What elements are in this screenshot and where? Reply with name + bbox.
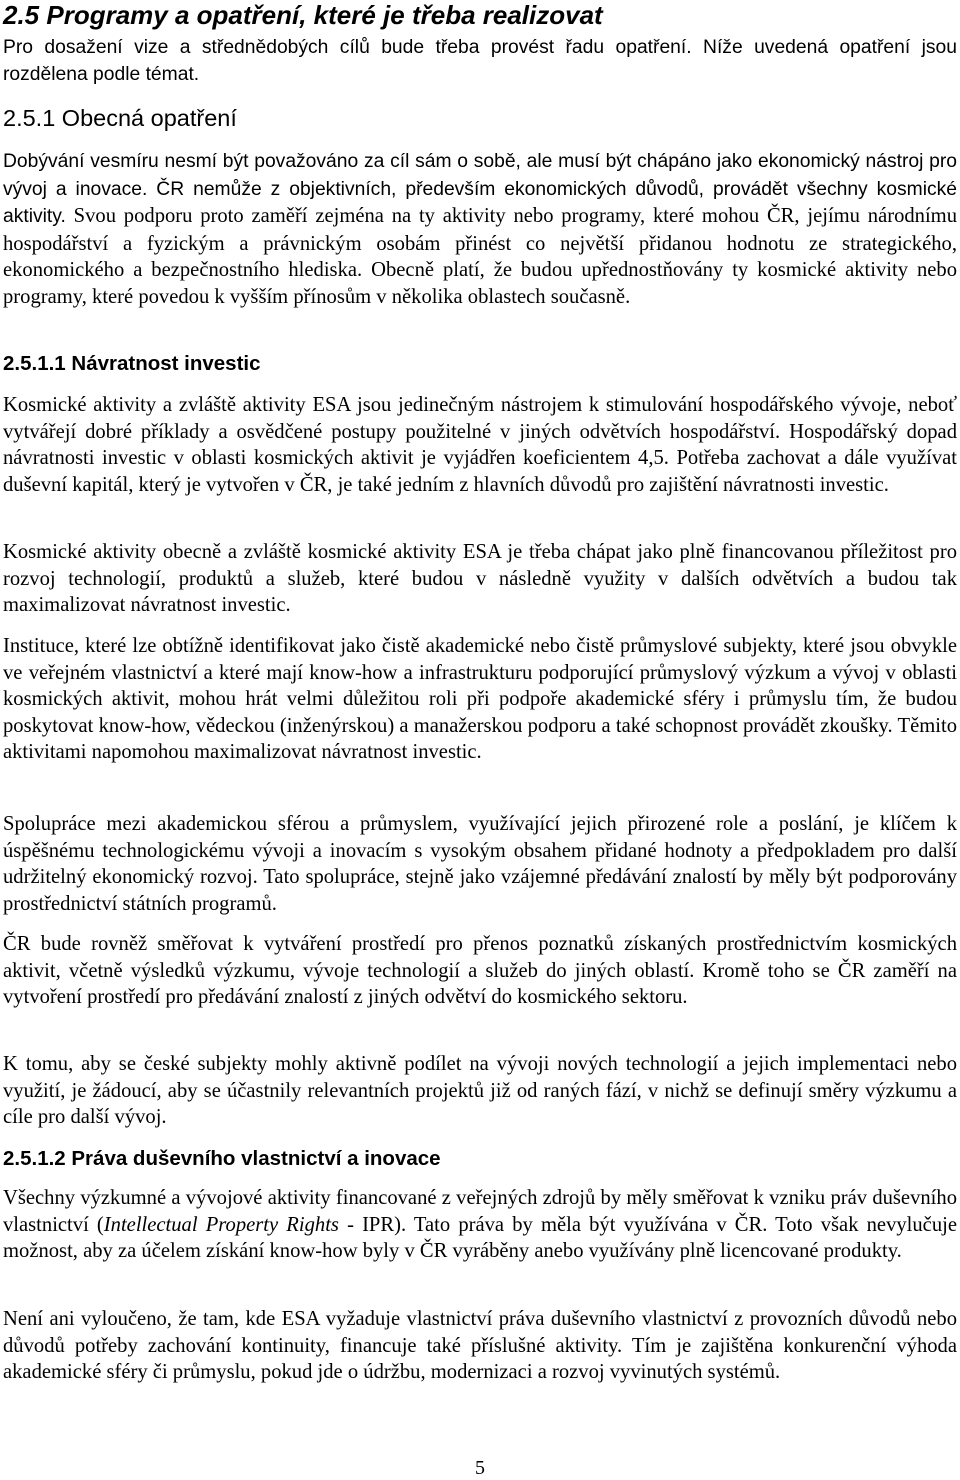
subsection-heading-2-5-1-1: 2.5.1.1 Návratnost investic — [3, 352, 261, 375]
page-number: 5 — [475, 1457, 485, 1479]
section-intro: Pro dosažení vize a střednědobých cílů bude třeba provést řadu opatření. Níže uvedená opatření jsou rozdělena podle témat. — [3, 37, 957, 85]
paragraph-roi-5: ČR bude rovněž směřovat k vytváření prostředí pro přenos poznatků získaných prostřednictvím kosmických aktivit, včetně výsledků výzkumu, vývoje technologií a služeb do jiných oblastí. Kromě toho se ČR zaměří na vytvoření prostředí pro předávání znalostí z jiných odvětví do kosmického sektoru. — [3, 933, 957, 1008]
ipr-text-a: Všechny výzkumné a vývojové aktivity financované z veřejných zdrojů by měly směřovat k vzniku práv duševního vlastnictví ( — [3, 1187, 957, 1236]
paragraph-roi-6: K tomu, aby se české subjekty mohly aktivně podílet na vývoji nových technologií a jejich implementaci nebo využití, je žádoucí, aby se účastnily relevantních projektů již od raných fází, v nichž se definují směry výzkumu a cíle pro další vývoj. — [3, 1053, 957, 1128]
paragraph-serif-part: Svou podporu proto zaměří zejména na ty aktivity nebo programy, které mohou ČR, jejímu národnímu hospodářství a fyzickým a právnickým osobám přinést co největší přidanou hodnotu ze strategického, ekonomického a bezpečnostního hlediska. Obecně platí, že budou upřednostňovány ty kosmické aktivity nebo programy, které povedou k vyšším přínosům v několika oblastech současně. — [3, 205, 957, 308]
paragraph-ipr-2: Není ani vyloučeno, že tam, kde ESA vyžaduje vlastnictví práva duševního vlastnictví z provozních důvodů nebo důvodů potřeby zachování kontinuity, financuje také příslušné aktivity. Tím je zajištěna konkurenční výhoda akademické sféry či průmyslu, pokud jde o údržbu, modernizaci a rozvoj vyvinutých systémů. — [3, 1308, 957, 1383]
ipr-text-b: - IPR). Tato práva by měla být využívána v ČR. Toto však nevylučuje možnost, aby za účelem získání know-how byly v ČR vyráběny anebo využívány plně licencované produkty. — [3, 1213, 957, 1262]
ipr-term-italic: Intellectual Property Rights — [103, 1213, 339, 1236]
paragraph-general-measures — [3, 148, 957, 310]
subsection-heading-2-5-1: 2.5.1 Obecná opatření — [3, 105, 237, 131]
section-heading: 2.5 Programy a opatření, které je třeba realizovat — [3, 0, 603, 30]
paragraph-roi-2: Kosmické aktivity obecně a zvláště kosmické aktivity ESA je třeba chápat jako plně financovanou příležitost pro rozvoj technologií, produktů a služeb, které budou v následně využity v dalších odvětvích a budou tak maximalizovat návratnost investic. — [3, 541, 957, 616]
paragraph-sans-part: Dobývání vesmíru nesmí být považováno za cíl sám o sobě, ale musí být chápáno jako ekonomický nástroj pro vývoj a inovace. ČR nemůže z objektivních, především ekonomických důvodů, provádět všechny kosmické aktivity. — [3, 151, 957, 227]
subsection-heading-2-5-1-2: 2.5.1.2 Práva duševního vlastnictví a inovace — [3, 1147, 441, 1170]
paragraph-roi-4: Spolupráce mezi akademickou sférou a průmyslem, využívající jejich přirozené role a poslání, je klíčem k úspěšnému technologickému vývoji a inovacím s vysokým obsahem přidané hodnoty a předpokladem pro další udržitelný ekonomický rozvoj. Tato spolupráce, stejně jako vzájemné předávání znalostí by měly být podporovány prostřednictví státních programů. — [3, 813, 957, 915]
paragraph-roi-1: Kosmické aktivity a zvláště aktivity ESA jsou jedinečným nástrojem k stimulování hospodářského vývoje, neboť vytvářejí dobré příklady a osvědčené postupy použitelné v jiných odvětvích hospodářství. Hospodářský dopad návratnosti investic v oblasti kosmických aktivit je vyjádřen koeficientem 4,5. Potřeba zachovat a dále využívat duševní kapitál, který je vytvořen v ČR, je také jedním z hlavních důvodů pro zajištění návratnosti investic. — [3, 394, 957, 496]
paragraph-ipr-1 — [3, 1185, 957, 1265]
paragraph-roi-3: Instituce, které lze obtížně identifikovat jako čistě akademické nebo čistě průmyslové subjekty, které jsou obvykle ve veřejném vlastnictví a které mají know-how a infrastrukturu podporující průmyslový výzkum a vývoj v oblasti kosmických aktivit, mohou hrát velmi důležitou roli při podpoře akademické sféry i průmyslu tím, že budou poskytovat know-how, vědeckou (inženýrskou) a manažerskou podporu a také schopnost provádět zkoušky. Těmito aktivitami napomohou maximalizovat návratnost investic. — [3, 635, 957, 763]
